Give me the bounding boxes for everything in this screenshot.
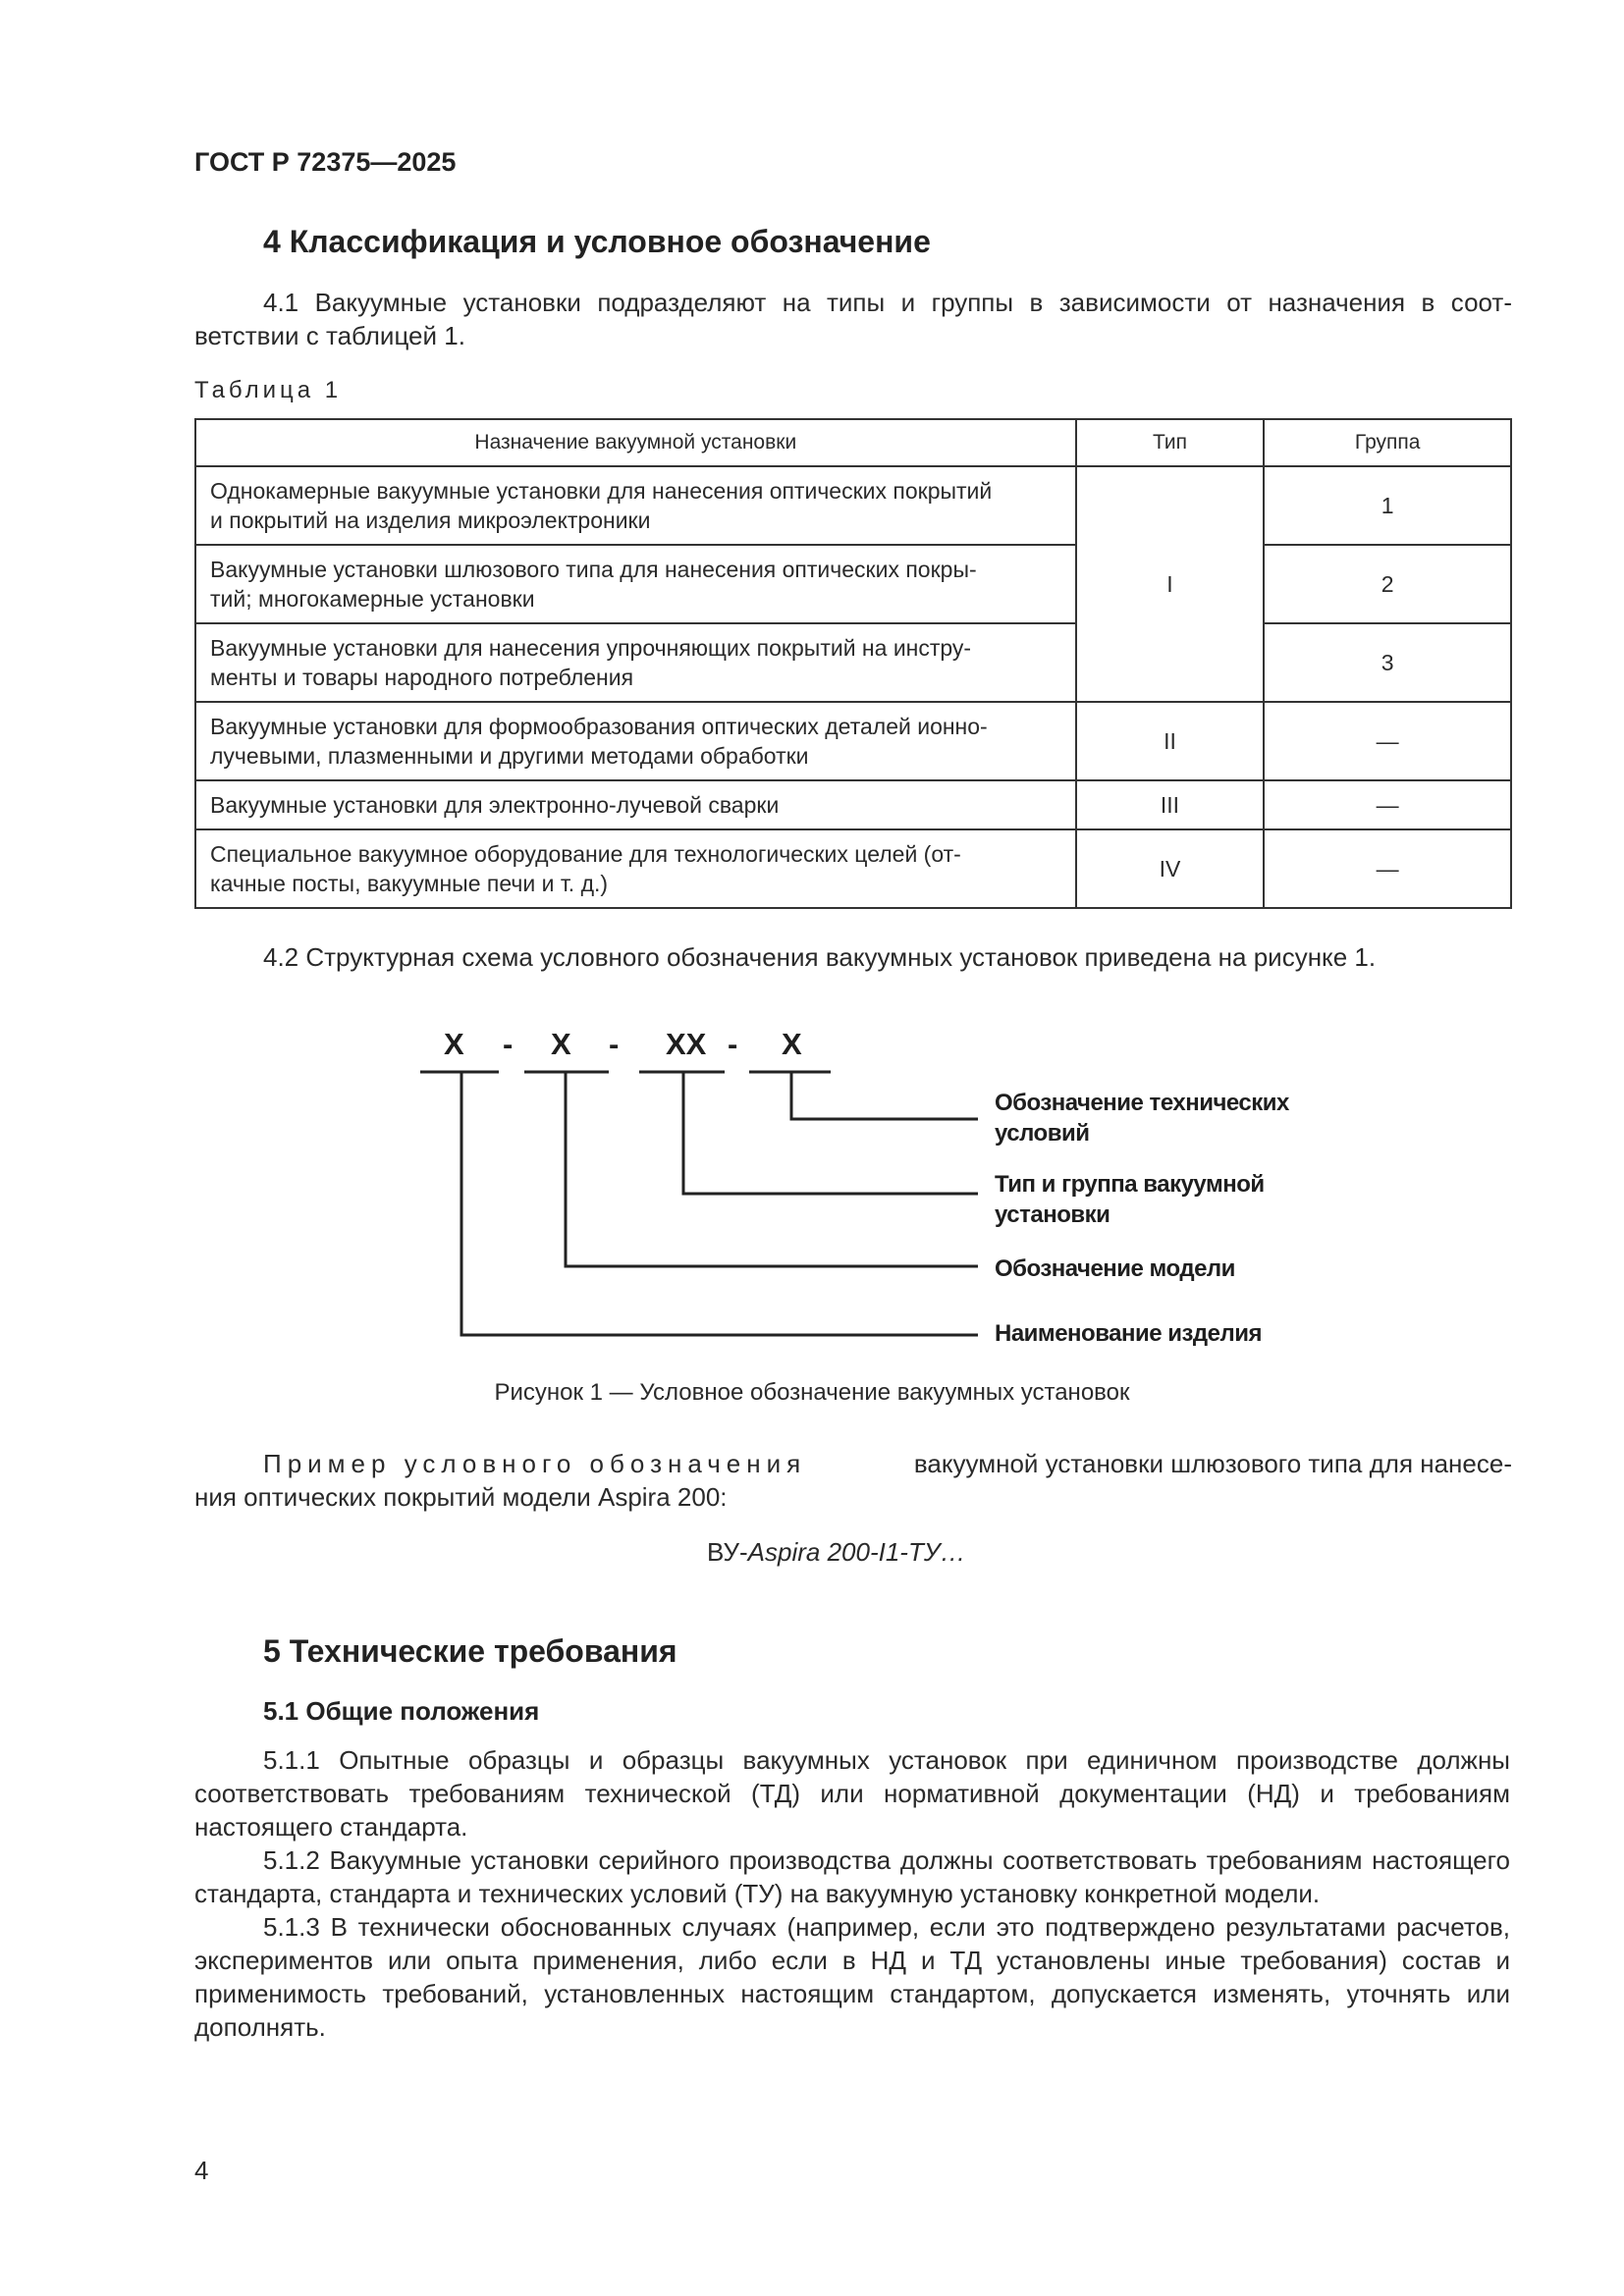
para-4-1-line1: 4.1 Вакуумные установки подразделяют на типы и группы в зависимости от назначения в соот- — [263, 288, 1512, 317]
cell-type: III — [1076, 780, 1265, 829]
example-line1 — [263, 1449, 1512, 1479]
separator: - — [728, 1027, 738, 1061]
label-type-group: Тип и группа вакуумной установки — [995, 1171, 1265, 1228]
figure-caption: Рисунок 1 — Условное обозначение вакуумных установок — [494, 1379, 1130, 1406]
placeholder-tu: X — [782, 1027, 802, 1061]
cell-group: 1 — [1264, 466, 1511, 545]
cell-purpose: Специальное вакуумное оборудование для технологических целей (от- качные посты, вакуумные печи и т. д.) — [195, 829, 1076, 908]
cell-group: 3 — [1264, 623, 1511, 702]
cell-purpose: Вакуумные установки для формообразования оптических деталей ионно- лучевыми, плазменными и другими методами обработки — [195, 702, 1076, 780]
para-4-2: 4.2 Структурная схема условного обозначения вакуумных установок приведена на рисунке 1. — [263, 942, 1377, 972]
cell-purpose: Вакуумные установки для электронно-лучевой сварки — [195, 780, 1076, 829]
para-4-1-line2: ветствии с таблицей 1. — [194, 321, 465, 350]
subsection-5-1-title: 5.1 Общие положения — [263, 1696, 540, 1726]
header-group: Группа — [1264, 419, 1511, 466]
separator: - — [503, 1027, 514, 1061]
cell-group: 2 — [1264, 545, 1511, 623]
cell-purpose: Однокамерные вакуумные установки для нанесения оптических покрытий и покрытий на изделия микроэлектроники — [195, 466, 1076, 545]
cell-type: I — [1076, 466, 1265, 702]
example-line2: ния оптических покрытий модели Aspira 200: — [194, 1482, 728, 1512]
table-caption: Таблица 1 — [194, 377, 343, 403]
cell-group: — — [1264, 780, 1511, 829]
header-purpose: Назначение вакуумной установки — [195, 419, 1076, 466]
placeholder-name: X — [444, 1027, 464, 1061]
label-tu: Обозначение технических условий — [995, 1090, 1289, 1147]
label-product-name: Наименование изделия — [995, 1320, 1263, 1347]
cell-purpose: Вакуумные установки для нанесения упрочняющих покрытий на инстру- менты и товары народного потребления — [195, 623, 1076, 702]
section-5-title: 5 Технические требования — [263, 1633, 677, 1669]
label-model: Обозначение модели — [995, 1255, 1235, 1282]
page-number: 4 — [194, 2156, 209, 2185]
example-rest: вакуумной установки шлюзового типа для нанесе- — [913, 1449, 1512, 1478]
cell-purpose: Вакуумные установки шлюзового типа для нанесения оптических покры- тий; многокамерные установки — [195, 545, 1076, 623]
placeholder-model: X — [551, 1027, 571, 1061]
separator: - — [609, 1027, 620, 1061]
para-5-1-2: 5.1.2 Вакуумные установки серийного производства должны соответствовать требованиям настоящего стандарта, стандарта и технических условий (ТУ) на вакуумную установку конкретной модели. — [194, 1845, 1510, 1908]
cell-type: IV — [1076, 829, 1265, 908]
document-header: ГОСТ Р 72375—2025 — [194, 147, 457, 177]
para-5-1-1: 5.1.1 Опытные образцы и образцы вакуумных установок при единичном производстве должны соответствовать требованиям технической (ТД) или нормативной документации (НД) и требованиям настоящего стандарта. — [194, 1745, 1510, 1842]
cell-group: — — [1264, 829, 1511, 908]
example-lead: Пример условного обозначения — [263, 1449, 807, 1478]
cell-group: — — [1264, 702, 1511, 780]
cell-type: II — [1076, 702, 1265, 780]
placeholder-type-group: XX — [666, 1027, 707, 1061]
header-type: Тип — [1076, 419, 1265, 466]
para-5-1-3: 5.1.3 В технически обоснованных случаях (например, если это подтверждено результатами расчетов, экспериментов или опыта применения, либо если в НД и ТД установлены иные требования) состав и применимость требований, установленных настоящим стандартом, допускается изменять, уточнять или дополнять. — [194, 1912, 1510, 2042]
section-4-title: 4 Классификация и условное обозначение — [263, 224, 931, 259]
example-designation: ВУ-Aspira 200-I1-ТУ… — [707, 1537, 966, 1567]
